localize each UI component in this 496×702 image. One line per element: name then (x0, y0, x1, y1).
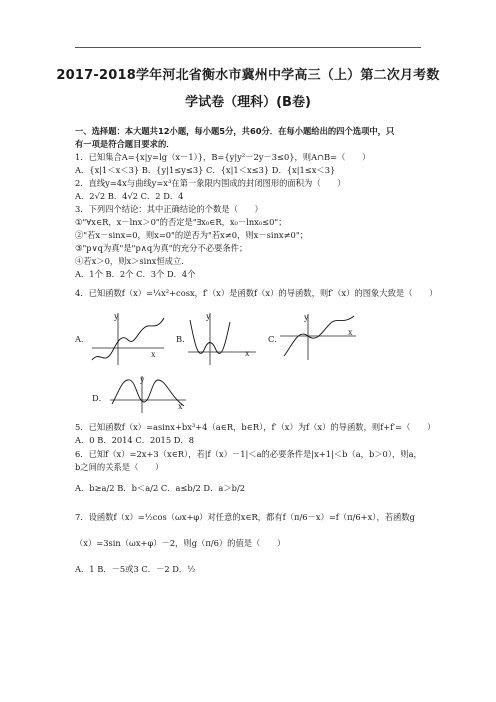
header-rule (75, 47, 421, 48)
q1-stem: 1．已知集合A={x|y=lg（x－1）}，B={y|y²－2y－3≤0}，则A∩B=（ ） (75, 152, 371, 162)
q3-item1: ①"∀x∈R，x－lnx＞0"的否定是"∃x₀∈R，x₀－lnx₀≤0"； (75, 217, 287, 227)
q4-label-b: B． (176, 334, 191, 344)
q6-stem-line2: b之间的关系是（ ） (75, 462, 164, 472)
q3-options: A．1个 B．2个 C．3个 D．4个 (75, 269, 196, 279)
q4-label-c: C． (268, 334, 283, 344)
q2-options: A．2√2 B．4√2 C．2 D．4 (75, 191, 184, 201)
q4-c-ylabel: y (304, 312, 309, 322)
q4-graph-d (108, 374, 188, 414)
page-title-line2: 学试卷（理科）(B卷) (185, 95, 311, 110)
q3-stem: 3．下列四个结论：其中正确结论的个数是（ ） (75, 204, 263, 214)
q7-stem-line1: 7．设函数f（x）=½cos（ωx+φ）对任意的x∈R，都有f（π/6－x）=f（π/6+x），若函数g (75, 512, 415, 522)
q5-stem: 5．已知函数f（x）=asinx+bx³+4（a∈R，b∈R），f′（x）为f（x）的导函数，则f+f′=（ ） (75, 422, 436, 432)
q6-options: A．b≥a/2 B．b＜a/2 C．a≤b/2 D．a＞b/2 (75, 483, 246, 493)
q7-options: A．1 B．－5或3 C．－2 D．½ (75, 564, 196, 574)
q4-label-d: D． (92, 393, 107, 403)
q3-item2: ②"若x－sinx=0，则x=0"的逆否为"若x≠0，则x－sinx≠0"； (75, 230, 308, 240)
q4-graph-b (186, 310, 258, 368)
q4-label-a: A． (75, 334, 90, 344)
q4-c-xlabel: x (348, 327, 353, 337)
q4-b-xlabel: x (245, 348, 250, 358)
q4-graph-a (88, 310, 168, 368)
page-title-line1: 2017-2018学年河北省衡水市冀州中学高三（上）第二次月考数 (56, 68, 440, 83)
q4-graph-c (278, 312, 358, 362)
q4-d-ylabel: y (140, 374, 145, 384)
q5-options: A．0 B．2014 C．2015 D．8 (75, 435, 194, 445)
q4-stem: 4．已知函数f（x）=¼x²+cosx，f′（x）是函数f（x）的导函数，则f′（x）的图象大致是（ ） (75, 288, 438, 298)
q4-b-ylabel: y (206, 311, 211, 321)
q3-item3: ③"p∨q为真"是"p∧q为真"的充分不必要条件； (75, 243, 248, 253)
q4-d-xlabel: x (178, 401, 183, 411)
q3-item4: ④若x＞0，则x＞sinx恒成立． (75, 256, 190, 266)
q6-stem-line1: 6．已知f（x）=2x+3（x∈R），若|f（x）－1|＜a的必要条件是|x+1|＜b（a，b＞0），则a， (75, 449, 422, 459)
q7-stem-line2: （x）=3sin（ωx+φ）－2，则g（π/6）的值是（ ） (75, 538, 286, 548)
section-heading-line1: 一、选择题：本大题共12小题，每小题5分，共60分．在每小题给出的四个选项中，只 (75, 126, 395, 136)
q2-stem: 2．直线y=4x与曲线y=x³在第一象限内围成的封闭图形的面积为（ ） (75, 178, 346, 188)
section-heading-line2: 有一项是符合题目要求的． (75, 139, 175, 149)
q4-a-xlabel: x (151, 349, 156, 359)
q1-options: A．{x|1＜x＜3} B．{y|1≤y≤3} C．{x|1＜x≤3} D．{x|1≤x＜3} (75, 165, 336, 175)
q4-a-ylabel: y (114, 311, 119, 321)
